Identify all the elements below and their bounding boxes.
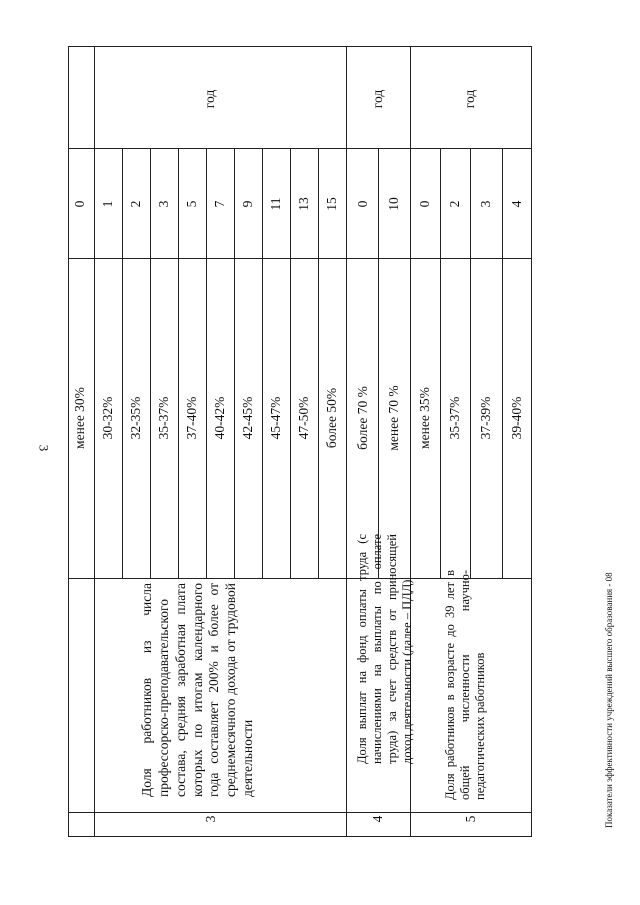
unit-cell: год <box>461 89 477 109</box>
score-cell: 13 <box>295 197 311 211</box>
page-footer: Показатели эффективности учреждений высшего образования - 08 <box>604 572 614 828</box>
range-cell: 45-47% <box>267 396 283 440</box>
range-cell: 32-35% <box>127 396 143 440</box>
score-cell: 7 <box>211 200 227 208</box>
score-cell: 1 <box>99 200 115 208</box>
unit-cell: год <box>201 89 217 109</box>
range-cell: менее 70 % <box>385 385 401 451</box>
score-cell: 4 <box>508 200 524 208</box>
range-cell: более 70 % <box>354 386 370 450</box>
page-number: 3 <box>36 444 52 452</box>
range-cell: 47-50% <box>295 396 311 440</box>
row-number: 5 <box>462 815 478 823</box>
criterion-text: Доля выплат на фонд оплаты труда (с начислениями на выплаты по оплате труда) за счет средств от приносящей доход деятельности (далее – ПДД) <box>355 534 414 764</box>
range-cell: более 50% <box>323 387 339 449</box>
score-cell: 9 <box>239 200 255 208</box>
range-cell: 37-39% <box>477 396 493 440</box>
range-cell: 40-42% <box>211 396 227 440</box>
row-number: 3 <box>202 815 218 823</box>
score-cell: 2 <box>446 200 462 208</box>
score-cell: 5 <box>183 200 199 208</box>
range-cell: 37-40% <box>183 396 199 440</box>
criterion-text: Доля работников из числа профессорско-преподавательского состава, средняя заработная плата которых по итогам календарного года составляет 200% и более от среднемесячного дохода от трудовой деятельности <box>138 583 256 797</box>
score-cell: 0 <box>71 200 87 208</box>
range-cell: 39-40% <box>508 396 524 440</box>
score-cell: 0 <box>416 200 432 208</box>
range-cell: 35-37% <box>155 396 171 440</box>
score-cell: 3 <box>477 200 493 208</box>
unit-cell: год <box>369 89 385 109</box>
range-cell: 30-32% <box>99 396 115 440</box>
score-cell: 2 <box>127 200 143 208</box>
score-cell: 10 <box>385 197 401 211</box>
range-cell: менее 35% <box>416 387 432 449</box>
range-cell: 42-45% <box>239 396 255 440</box>
row-number: 4 <box>369 815 385 823</box>
range-cell: менее 30% <box>71 387 87 449</box>
score-cell: 15 <box>323 197 339 211</box>
score-cell: 0 <box>354 200 370 208</box>
score-cell: 11 <box>267 197 283 211</box>
score-cell: 3 <box>155 200 171 208</box>
range-cell: 35-37% <box>446 396 462 440</box>
criterion-text: Доля работников в возрасте до 39 лет в общей численности научно-педагогических работников <box>442 570 487 800</box>
